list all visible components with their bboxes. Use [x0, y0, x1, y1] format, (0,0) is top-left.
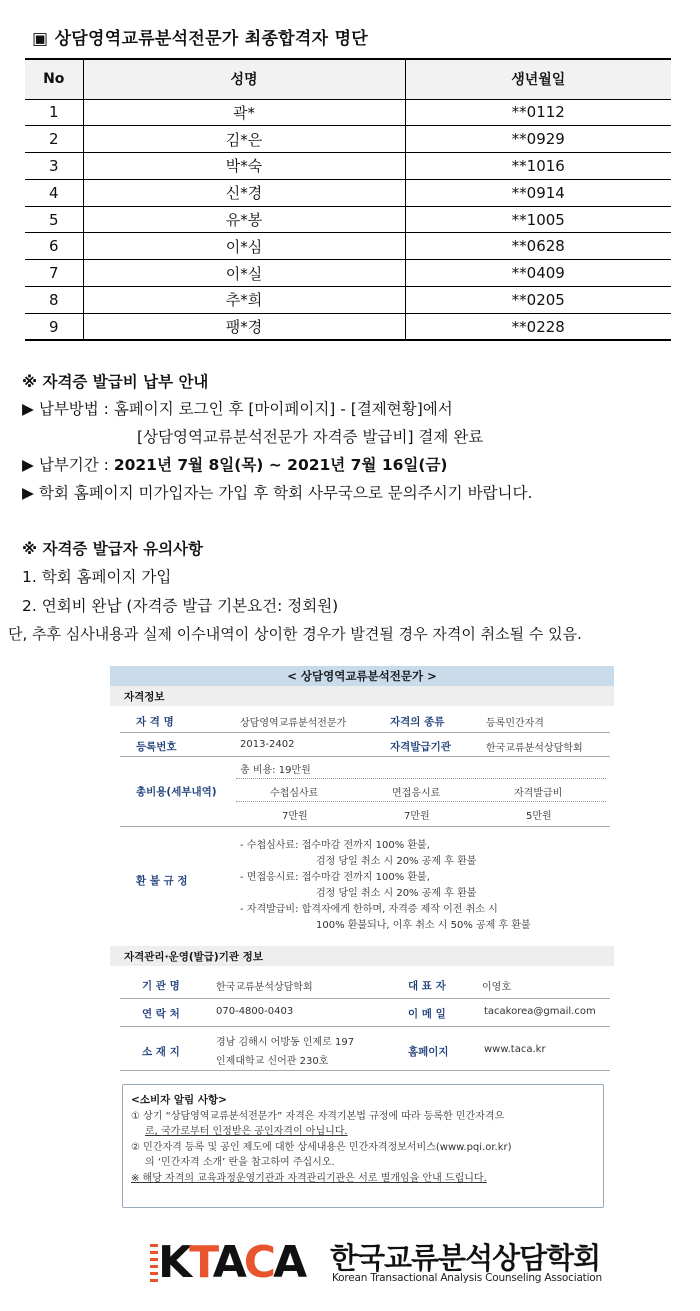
- card-sub-qualification: 자격정보: [110, 686, 614, 706]
- card-sub-organization: 자격관리·운영(발급)기관 정보: [110, 946, 614, 966]
- row-name: 유*봉: [83, 206, 405, 233]
- table-row: [25, 206, 671, 233]
- row-birth: **1005: [405, 206, 671, 233]
- row-birth: **0205: [405, 287, 671, 314]
- card-title: < 상담영역교류분석전문가 >: [110, 666, 614, 686]
- cost-head-issue: 자격발급비: [514, 788, 563, 799]
- qual-kind-label: 자격의 종류: [390, 716, 445, 728]
- passers-table: [25, 58, 671, 341]
- table-row: [25, 126, 671, 153]
- issuer-value: 한국교류분석상담학회: [486, 743, 583, 754]
- row-name: 곽*: [83, 99, 405, 126]
- logo-english-name: Korean Transactional Analysis Counseling Association: [332, 1272, 602, 1284]
- table-row: [25, 179, 671, 206]
- col-birth-header: 생년월일: [405, 59, 671, 99]
- address-line2: 인제대학교 신어관 230호: [216, 1056, 329, 1067]
- col-name-header: 성명: [83, 59, 405, 99]
- tel-label: 연 락 처: [142, 1008, 180, 1020]
- row-birth: **0112: [405, 99, 671, 126]
- qual-name-label: 자 격 명: [136, 716, 174, 728]
- consumer-notice-box: [122, 1084, 604, 1208]
- table-header-row: [25, 59, 671, 99]
- cost-total: 총 비용: 19만원: [240, 765, 311, 776]
- reg-no-label: 등록번호: [136, 741, 177, 753]
- rep-value: 이영호: [482, 982, 511, 993]
- fee-method-line2: [상담영역교류분석전문가 자격증 발급비] 결제 완료: [137, 428, 484, 446]
- refund-line: - 자격발급비: 합격자에게 한하며, 자격증 제작 이전 취소 시: [240, 904, 498, 915]
- row-no: 6: [25, 233, 83, 260]
- notes-caution: 단, 추후 심사내용과 실제 이수내역이 상이한 경우가 발견될 경우 자격이 취소될 수 있음.: [8, 625, 582, 643]
- logo-korean-name: 한국교류분석상담학회: [330, 1241, 601, 1275]
- row-no: 2: [25, 126, 83, 153]
- org-name-value: 한국교류분석상담학회: [216, 982, 313, 993]
- row-birth: **0929: [405, 126, 671, 153]
- col-no-header: No: [25, 59, 83, 99]
- fee-method-line1: ▶ 납부방법 : 홈페이지 로그인 후 [마이페이지] - [결제현황]에서: [22, 400, 453, 418]
- refund-line: 검정 당일 취소 시 20% 공제 후 환불: [316, 856, 477, 867]
- row-birth: **0628: [405, 233, 671, 260]
- cost-value-interview: 7만원: [404, 811, 430, 822]
- qual-name-value: 상담영역교류분석전문가: [240, 718, 347, 729]
- notice-item1-line2: 로, 국가로부터 인정받은 공인자격이 아닙니다.: [145, 1126, 348, 1137]
- address-label: 소 재 지: [142, 1046, 180, 1058]
- notice-item2-line2: 의 ‘민간자격 소개’ 란을 참고하여 주십시오.: [145, 1157, 335, 1168]
- cost-value-review: 7만원: [282, 811, 308, 822]
- logo-mark: KTACA: [158, 1237, 305, 1288]
- address-line1: 경남 김해시 어방동 인제로 197: [216, 1037, 355, 1048]
- email-label: 이 메 일: [408, 1008, 446, 1020]
- row-name: 박*숙: [83, 153, 405, 180]
- cost-label: 총비용(세부내역): [136, 786, 217, 798]
- notes-item1: 1. 학회 홈페이지 가입: [22, 568, 172, 586]
- row-name: 팽*경: [83, 313, 405, 340]
- qual-kind-value: 등록민간자격: [486, 718, 544, 729]
- ktaca-logo: [150, 1236, 602, 1292]
- row-birth: **0228: [405, 313, 671, 340]
- row-no: 1: [25, 99, 83, 126]
- refund-label: 환 불 규 정: [136, 875, 188, 887]
- tel-value: 070-4800-0403: [216, 1006, 294, 1017]
- table-row: [25, 99, 671, 126]
- website-value: www.taca.kr: [484, 1044, 546, 1055]
- row-no: 4: [25, 179, 83, 206]
- row-name: 신*경: [83, 179, 405, 206]
- notes-item2: 2. 연회비 완납 (자격증 발급 기본요건: 정회원): [22, 597, 339, 615]
- email-value: tacakorea@gmail.com: [484, 1006, 596, 1017]
- table-row: [25, 313, 671, 340]
- refund-line: 검정 당일 취소 시 20% 공제 후 환불: [316, 888, 477, 899]
- row-no: 8: [25, 287, 83, 314]
- cost-value-issue: 5만원: [526, 811, 552, 822]
- fee-period-label: ▶ 납부기간 :: [22, 456, 114, 474]
- cost-head-review: 수첩심사료: [270, 788, 319, 799]
- notice-item3: ※ 해당 자격의 교육과정운영기관과 자격관리기관은 서로 별개임을 안내 드립니다.: [131, 1172, 487, 1184]
- qualification-info-card: [110, 666, 614, 1218]
- cost-head-interview: 면접응시료: [392, 788, 441, 799]
- page-title: ▣ 상담영역교류분석전문가 최종합격자 명단: [32, 29, 369, 49]
- notice-item2-line1: ② 민간자격 등록 및 공인 제도에 대한 상세내용은 민간자격정보서비스(www.pqi.or.kr): [131, 1141, 512, 1153]
- org-name-label: 기 관 명: [142, 980, 180, 992]
- row-birth: **1016: [405, 153, 671, 180]
- row-birth: **0409: [405, 260, 671, 287]
- rep-label: 대 표 자: [408, 980, 446, 992]
- row-no: 9: [25, 313, 83, 340]
- row-no: 7: [25, 260, 83, 287]
- row-no: 5: [25, 206, 83, 233]
- refund-line: 100% 환불되나, 이후 취소 시 50% 공제 후 환불: [316, 920, 531, 931]
- fee-period: [22, 453, 448, 477]
- website-label: 홈페이지: [408, 1046, 449, 1058]
- table-row: [25, 233, 671, 260]
- row-name: 이*실: [83, 260, 405, 287]
- refund-line: - 면접응시료: 접수마감 전까지 100% 환불,: [240, 872, 430, 883]
- row-name: 추*희: [83, 287, 405, 314]
- row-name: 김*은: [83, 126, 405, 153]
- row-no: 3: [25, 153, 83, 180]
- notice-item1-line1: ① 상기 “상담영역교류분석전문가” 자격은 자격기본법 규정에 따라 등록한 민간자격으: [131, 1110, 505, 1122]
- row-name: 이*심: [83, 233, 405, 260]
- notice-heading: <소비자 알림 사항>: [131, 1094, 227, 1106]
- notes-heading: ※ 자격증 발급자 유의사항: [22, 540, 203, 558]
- reg-no-value: 2013-2402: [240, 739, 295, 750]
- fee-nonmember: ▶ 학회 홈페이지 미가입자는 가입 후 학회 사무국으로 문의주시기 바랍니다.: [22, 484, 533, 502]
- fee-heading: ※ 자격증 발급비 납부 안내: [22, 373, 209, 391]
- fee-period-value: 2021년 7월 8일(목) ~ 2021년 7월 16일(금): [113, 456, 448, 474]
- table-row: [25, 287, 671, 314]
- refund-line: - 수첩심사료: 접수마감 전까지 100% 환불,: [240, 840, 430, 851]
- row-birth: **0914: [405, 179, 671, 206]
- issuer-label: 자격발급기관: [390, 741, 451, 753]
- table-row: [25, 260, 671, 287]
- table-row: [25, 153, 671, 180]
